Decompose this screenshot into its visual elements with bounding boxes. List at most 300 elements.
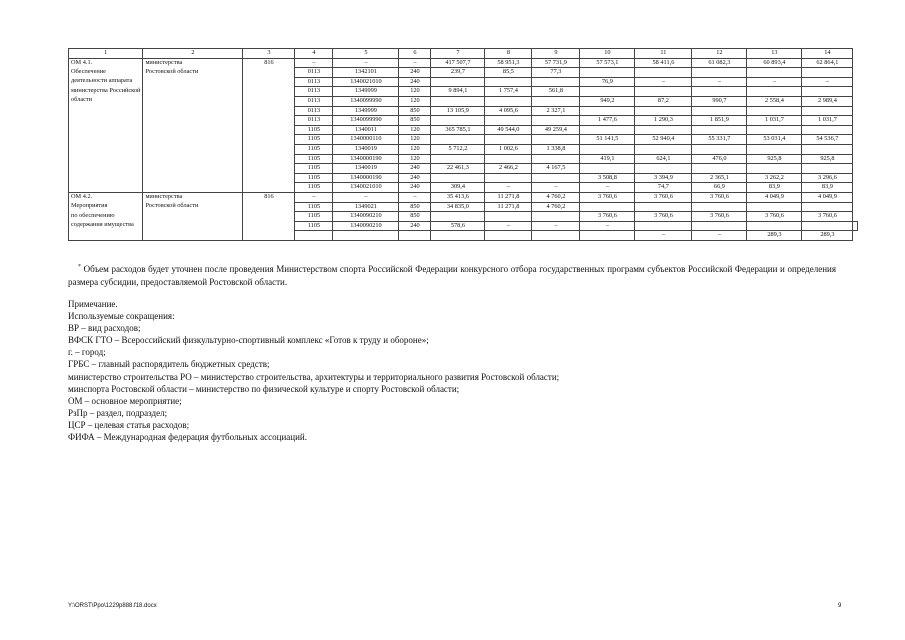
grbs-cell: 816 [243, 58, 295, 68]
csr-cell: 1340099990 [333, 96, 399, 106]
amount-cell: 51 141,5 [580, 135, 635, 145]
amount-cell: 417 507,7 [431, 58, 485, 68]
column-number-cell: 11 [635, 49, 692, 59]
amount-cell [532, 231, 580, 241]
vr-cell: – [399, 58, 431, 68]
table-row [69, 154, 858, 164]
amount-cell: 4 095,6 [485, 106, 532, 116]
amount-cell [635, 87, 692, 97]
vr-cell: 240 [399, 173, 431, 183]
amount-cell [485, 135, 532, 145]
amount-cell: 624,1 [635, 154, 692, 164]
note-line: минспорта Ростовской области – министерство по физической культуре и спорту Ростовской области; [68, 383, 460, 394]
note-line: ОМ – основное мероприятие; [68, 395, 182, 406]
note-line: г. – город; [68, 347, 106, 358]
grbs-cell [243, 68, 295, 78]
vr-cell: 120 [399, 135, 431, 145]
measure-name-cell [69, 125, 143, 135]
vr-cell: 120 [399, 87, 431, 97]
amount-cell [580, 106, 635, 116]
csr-cell: 1340000190 [333, 154, 399, 164]
amount-cell [532, 154, 580, 164]
amount-cell: 4 167,5 [532, 164, 580, 174]
amount-cell: 22 461,3 [431, 164, 485, 174]
amount-cell [802, 144, 853, 154]
amount-cell [635, 125, 692, 135]
column-number-cell: 5 [333, 49, 399, 59]
amount-cell: 49 544,0 [485, 125, 532, 135]
csr-cell: 1340011 [333, 125, 399, 135]
grbs-cell [243, 231, 295, 241]
amount-cell: – [580, 183, 635, 193]
note-line: Примечание. [68, 299, 118, 309]
amount-cell [802, 221, 853, 231]
csr-cell: 1349999 [333, 106, 399, 116]
amount-cell: 87,2 [635, 96, 692, 106]
amount-cell: 419,1 [580, 154, 635, 164]
amount-cell: 83,9 [802, 183, 853, 193]
amount-cell: – [747, 77, 802, 87]
amount-cell [692, 202, 747, 212]
amount-cell: – [485, 221, 532, 231]
amount-cell [692, 125, 747, 135]
amount-cell [580, 144, 635, 154]
amount-cell: 925,8 [802, 154, 853, 164]
column-number-cell: 4 [295, 49, 333, 59]
amount-cell [802, 87, 853, 97]
amount-cell: 52 940,4 [635, 135, 692, 145]
grbs-cell [243, 221, 295, 231]
measure-name-cell: деятельности аппарата [69, 77, 143, 87]
amount-cell: 990,7 [692, 96, 747, 106]
vr-cell: 240 [399, 68, 431, 78]
amount-cell: 34 835,0 [431, 202, 485, 212]
amount-cell: 1 757,4 [485, 87, 532, 97]
amount-cell: 1 477,6 [580, 116, 635, 126]
rzpr-cell: 1105 [295, 212, 333, 222]
grbs-cell: 816 [243, 192, 295, 202]
executor-cell: министерства [143, 192, 243, 202]
column-number-cell: 12 [692, 49, 747, 59]
note-line: ГРБС – главный распорядитель бюджетных средств; [68, 359, 270, 370]
executor-cell [143, 144, 243, 154]
amount-cell: 3 760,6 [635, 192, 692, 202]
vr-cell: 850 [399, 202, 431, 212]
amount-cell [532, 135, 580, 145]
amount-cell: 49 259,4 [532, 125, 580, 135]
column-number-cell: 10 [580, 49, 635, 59]
vr-cell: 240 [399, 77, 431, 87]
file-path: Y:\ORST\Ppo\1229p888.f18.docx [68, 603, 157, 609]
amount-cell: 57 573,1 [580, 58, 635, 68]
table-row [69, 87, 858, 97]
amount-cell: 3 760,6 [580, 212, 635, 222]
column-number-cell: 2 [143, 49, 243, 59]
amount-cell: 578,6 [431, 221, 485, 231]
amount-cell [485, 116, 532, 126]
amount-cell: 76,9 [580, 77, 635, 87]
measure-name-cell [69, 144, 143, 154]
amount-cell: – [692, 77, 747, 87]
csr-cell: 1340021010 [333, 77, 399, 87]
amount-cell [747, 144, 802, 154]
executor-cell [143, 164, 243, 174]
measure-name-cell [69, 106, 143, 116]
amount-cell: 62 864,1 [802, 58, 853, 68]
note-line: Используемые сокращения: [68, 311, 175, 322]
amount-cell: – [532, 221, 580, 231]
amount-cell [635, 202, 692, 212]
executor-cell [143, 154, 243, 164]
footnote [68, 261, 836, 288]
measure-name-cell [69, 183, 143, 193]
amount-cell [485, 154, 532, 164]
vr-cell: 850 [399, 212, 431, 222]
table-row [69, 231, 858, 241]
rzpr-cell [295, 231, 333, 241]
amount-cell: 53 031,4 [747, 135, 802, 145]
grbs-cell [243, 87, 295, 97]
amount-cell: – [485, 183, 532, 193]
table-row [69, 68, 858, 78]
amount-cell [802, 68, 853, 78]
note-line: ВФСК ГТО – Всероссийский физкультурно-спортивный комплекс «Готов к труду и обороне»; [68, 335, 429, 346]
budget-table [68, 48, 858, 241]
amount-cell [692, 106, 747, 116]
amount-cell: 1 290,3 [635, 116, 692, 126]
note-line: министерство строительства РО – министерство строительства, архитектуры и территориального развития Ростовской области; [68, 371, 560, 382]
measure-name-cell: Мероприятия [69, 202, 143, 212]
note-line: ЦСР – целевая статья расходов; [68, 419, 190, 430]
amount-cell [431, 116, 485, 126]
amount-cell: – [635, 231, 692, 241]
amount-cell [532, 96, 580, 106]
rzpr-cell: 0113 [295, 77, 333, 87]
executor-cell [143, 231, 243, 241]
rzpr-cell: 0113 [295, 96, 333, 106]
amount-cell: 83,9 [747, 183, 802, 193]
amount-cell: 3 262,2 [747, 173, 802, 183]
amount-cell: 85,5 [485, 68, 532, 78]
amount-cell: 4 049,9 [747, 192, 802, 202]
csr-cell: 1340090210 [333, 212, 399, 222]
grbs-cell [243, 202, 295, 212]
measure-name-cell [69, 164, 143, 174]
executor-cell [143, 183, 243, 193]
amount-cell [635, 68, 692, 78]
table-row [69, 221, 858, 231]
amount-cell: 239,7 [431, 68, 485, 78]
amount-cell: 35 413,6 [431, 192, 485, 202]
amount-cell [580, 125, 635, 135]
vr-cell [399, 231, 431, 241]
amount-cell [485, 231, 532, 241]
rzpr-cell: – [295, 192, 333, 202]
column-number-cell: 1 [69, 49, 143, 59]
amount-cell: 5 712,2 [431, 144, 485, 154]
grbs-cell [243, 77, 295, 87]
csr-cell: 1340090210 [333, 221, 399, 231]
csr-cell: 1349021 [333, 202, 399, 212]
vr-cell: 120 [399, 96, 431, 106]
grbs-cell [243, 154, 295, 164]
amount-cell: 54 536,7 [802, 135, 853, 145]
amount-cell: 1 851,9 [692, 116, 747, 126]
amount-cell [692, 87, 747, 97]
amount-cell: 11 271,8 [485, 202, 532, 212]
column-number-cell: 6 [399, 49, 431, 59]
executor-cell [143, 135, 243, 145]
column-number-cell: 3 [243, 49, 295, 59]
table-row [69, 77, 858, 87]
amount-cell [635, 221, 692, 231]
amount-cell: 9 894,1 [431, 87, 485, 97]
amount-cell [485, 77, 532, 87]
amount-cell [485, 96, 532, 106]
table-row [69, 135, 858, 145]
rzpr-cell: 1105 [295, 221, 333, 231]
amount-cell: 77,3 [532, 68, 580, 78]
amount-cell: 57 731,9 [532, 58, 580, 68]
vr-cell: 240 [399, 164, 431, 174]
amount-cell [580, 202, 635, 212]
amount-cell [580, 87, 635, 97]
grbs-cell [243, 173, 295, 183]
amount-cell: 2 989,4 [802, 96, 853, 106]
amount-cell [747, 221, 802, 231]
amount-cell [580, 68, 635, 78]
column-number-cell: 14 [802, 49, 853, 59]
amount-cell: 3 760,6 [802, 212, 853, 222]
amount-cell: 561,8 [532, 87, 580, 97]
amount-cell: 3 394,9 [635, 173, 692, 183]
executor-cell: Ростовской области [143, 202, 243, 212]
amount-cell: 289,3 [802, 231, 853, 241]
amount-cell: 2 466,2 [485, 164, 532, 174]
grbs-cell [243, 135, 295, 145]
rzpr-cell: 1105 [295, 125, 333, 135]
executor-cell [143, 87, 243, 97]
amount-cell [532, 212, 580, 222]
measure-name-cell [69, 135, 143, 145]
amount-cell [747, 68, 802, 78]
csr-cell [333, 231, 399, 241]
amount-cell: 4 760,2 [532, 192, 580, 202]
measure-name-cell [69, 116, 143, 126]
amount-cell: – [580, 221, 635, 231]
amount-cell [485, 212, 532, 222]
amount-cell: 2 365,1 [692, 173, 747, 183]
table-row [69, 144, 858, 154]
amount-cell [747, 125, 802, 135]
amount-cell: 2 558,4 [747, 96, 802, 106]
amount-cell: 1 031,7 [802, 116, 853, 126]
amount-cell [431, 96, 485, 106]
grbs-cell [243, 164, 295, 174]
rzpr-cell: 0113 [295, 87, 333, 97]
amount-cell [580, 231, 635, 241]
amount-cell: 55 331,7 [692, 135, 747, 145]
amount-cell [802, 202, 853, 212]
amount-cell [802, 164, 853, 174]
amount-cell: 11 271,8 [485, 192, 532, 202]
rzpr-cell: 1105 [295, 164, 333, 174]
rzpr-cell: 1105 [295, 144, 333, 154]
amount-cell [692, 221, 747, 231]
table-row [69, 96, 858, 106]
table-row [69, 202, 858, 212]
amount-cell: 58 411,6 [635, 58, 692, 68]
amount-cell: 3 296,6 [802, 173, 853, 183]
amount-cell [431, 231, 485, 241]
amount-cell: 1 338,8 [532, 144, 580, 154]
amount-cell: 3 760,6 [635, 212, 692, 222]
csr-cell: 1340099990 [333, 116, 399, 126]
amount-cell [431, 135, 485, 145]
amount-cell: 4 760,2 [532, 202, 580, 212]
amount-cell: – [635, 77, 692, 87]
amount-cell [431, 173, 485, 183]
amount-cell [635, 164, 692, 174]
measure-name-cell: содержания имущества [69, 221, 143, 231]
column-number-cell: 13 [747, 49, 802, 59]
measure-name-cell: области [69, 96, 143, 106]
notes-section [68, 298, 836, 443]
vr-cell: 120 [399, 125, 431, 135]
amount-cell: – [802, 77, 853, 87]
amount-cell: 74,7 [635, 183, 692, 193]
amount-cell [692, 164, 747, 174]
amount-cell [635, 106, 692, 116]
executor-cell [143, 116, 243, 126]
grbs-cell [243, 96, 295, 106]
amount-cell [692, 144, 747, 154]
executor-cell [143, 106, 243, 116]
table-row [69, 192, 858, 202]
amount-cell [692, 68, 747, 78]
csr-cell: – [333, 58, 399, 68]
amount-cell [580, 164, 635, 174]
amount-cell: 61 082,3 [692, 58, 747, 68]
measure-name-cell: по обеспечению [69, 212, 143, 222]
executor-cell [143, 173, 243, 183]
amount-cell [532, 116, 580, 126]
amount-cell [747, 202, 802, 212]
amount-cell [747, 164, 802, 174]
rzpr-cell: 1105 [295, 135, 333, 145]
amount-cell: 66,9 [692, 183, 747, 193]
measure-name-cell: ОМ 4.2. [69, 192, 143, 202]
measure-name-cell: министерства Российской [69, 87, 143, 97]
csr-cell: 1340019 [333, 164, 399, 174]
amount-cell: 13 105,9 [431, 106, 485, 116]
amount-cell [802, 125, 853, 135]
table-row [69, 173, 858, 183]
amount-cell [431, 77, 485, 87]
csr-cell: 1340000110 [333, 135, 399, 145]
table-row [69, 116, 858, 126]
rzpr-cell: – [295, 58, 333, 68]
amount-cell [532, 173, 580, 183]
amount-cell: 289,3 [747, 231, 802, 241]
amount-cell [532, 77, 580, 87]
amount-cell: 925,8 [747, 154, 802, 164]
measure-name-cell: ОМ 4.1. [69, 58, 143, 68]
rzpr-cell: 0113 [295, 116, 333, 126]
csr-cell: 1340019 [333, 144, 399, 154]
table-row [69, 183, 858, 193]
amount-cell: 2 327,1 [532, 106, 580, 116]
amount-cell [635, 144, 692, 154]
table-row [69, 164, 858, 174]
footnote-mark: * [78, 264, 81, 270]
amount-cell [485, 173, 532, 183]
rzpr-cell: 1105 [295, 154, 333, 164]
executor-cell [143, 77, 243, 87]
csr-cell: 1340000190 [333, 173, 399, 183]
vr-cell: 120 [399, 154, 431, 164]
note-line: РзПр – раздел, подраздел; [68, 407, 168, 418]
amount-cell [431, 212, 485, 222]
amount-cell: 4 049,9 [802, 192, 853, 202]
page-number: 9 [838, 603, 842, 609]
measure-name-cell: Обеспечение [69, 68, 143, 78]
amount-cell [431, 154, 485, 164]
note-line: ВР – вид расходов; [68, 323, 141, 334]
vr-cell: 240 [399, 183, 431, 193]
table-row [69, 106, 858, 116]
rzpr-cell: 1105 [295, 183, 333, 193]
measure-name-cell [69, 173, 143, 183]
vr-cell: – [399, 192, 431, 202]
note-line: ФИФА – Международная федерация футбольных ассоциаций. [68, 432, 307, 443]
measure-name-cell [69, 231, 143, 241]
grbs-cell [243, 183, 295, 193]
executor-cell [143, 221, 243, 231]
table-header-row [69, 49, 858, 59]
column-number-cell: 7 [431, 49, 485, 59]
vr-cell: 240 [399, 221, 431, 231]
grbs-cell [243, 116, 295, 126]
csr-cell: 1342101 [333, 68, 399, 78]
table-row [69, 212, 858, 222]
amount-cell [747, 106, 802, 116]
amount-cell: 949,2 [580, 96, 635, 106]
grbs-cell [243, 144, 295, 154]
vr-cell: 120 [399, 144, 431, 154]
table-row [69, 58, 858, 68]
rzpr-cell: 1105 [295, 202, 333, 212]
amount-cell [747, 87, 802, 97]
amount-cell: – [532, 183, 580, 193]
amount-cell: 3 760,6 [692, 192, 747, 202]
amount-cell: 58 951,3 [485, 58, 532, 68]
executor-cell: Ростовской области [143, 68, 243, 78]
executor-cell [143, 125, 243, 135]
rzpr-cell: 0113 [295, 106, 333, 116]
column-number-cell: 9 [532, 49, 580, 59]
amount-cell: 3 760,6 [747, 212, 802, 222]
amount-cell: 60 893,4 [747, 58, 802, 68]
rzpr-cell: 1105 [295, 173, 333, 183]
executor-cell [143, 96, 243, 106]
amount-cell: 3 760,6 [692, 212, 747, 222]
amount-cell: 3 508,8 [580, 173, 635, 183]
amount-cell: 1 031,7 [747, 116, 802, 126]
amount-cell [853, 221, 858, 231]
footnote-text: Объем расходов будет уточнен после проведения Министерством спорта Российской Федерации конкурсного отбора государственных программ субъектов Российской Федерации и определения размера субсидии, предоставляемой Ростовской области. [68, 264, 836, 287]
grbs-cell [243, 212, 295, 222]
